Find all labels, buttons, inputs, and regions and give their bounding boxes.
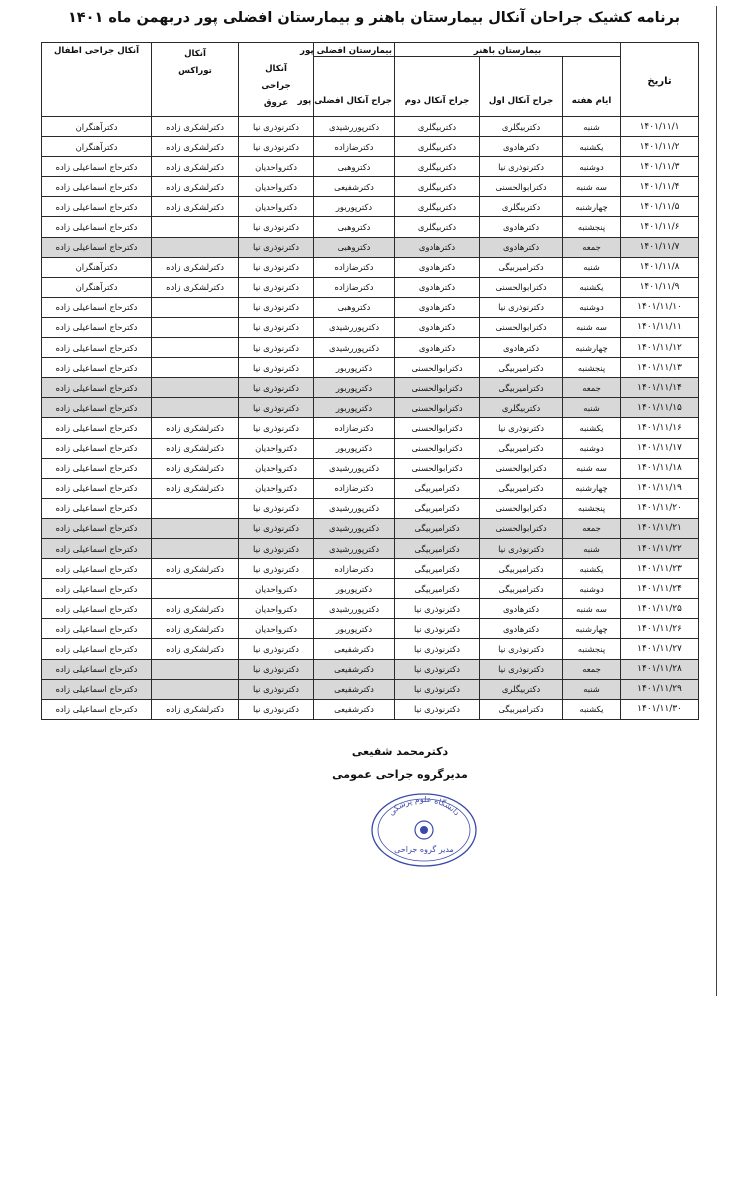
cell-vascular: دکترنوذری نیا [239,338,314,358]
cell-weekday: دوشنبه [563,157,621,177]
table-row [42,619,699,639]
table-row [42,398,699,418]
cell-date: ۱۴۰۱/۱۱/۵ [621,197,699,217]
cell-thorax [152,498,239,518]
cell-vascular: دکترنوذری نیا [239,257,314,277]
cell-vascular: دکترنوذری نیا [239,277,314,297]
cell-thorax: دکترلشکری زاده [152,639,239,659]
cell-bahonar-second: دکترامیربیگی [395,579,480,599]
cell-afzalipour: دکترضازاده [314,277,395,297]
table-row [42,117,699,137]
cell-bahonar-second: دکترامیربیگی [395,538,480,558]
cell-afzalipour: دکترضازاده [314,137,395,157]
table-row [42,237,699,257]
header-bahonar: بیمارستان باهنر [395,43,621,57]
cell-date: ۱۴۰۱/۱۱/۹ [621,277,699,297]
cell-vascular: دکترنوذری نیا [239,317,314,337]
cell-vascular: دکترنوذری نیا [239,217,314,237]
cell-pediatric: دکترحاج اسماعیلی زاده [42,538,152,558]
cell-date: ۱۴۰۱/۱۱/۱۰ [621,297,699,317]
cell-bahonar-first: دکترامیربیگی [480,699,563,719]
cell-date: ۱۴۰۱/۱۱/۲۴ [621,579,699,599]
cell-thorax: دکترلشکری زاده [152,177,239,197]
cell-bahonar-first: دکترامیربیگی [480,438,563,458]
cell-weekday: یکشنبه [563,559,621,579]
cell-thorax: دکترلشکری زاده [152,257,239,277]
header-bahonar-second: جراح آنکال دوم [395,57,480,117]
cell-pediatric: دکترحاج اسماعیلی زاده [42,237,152,257]
table-row [42,418,699,438]
cell-date: ۱۴۰۱/۱۱/۲۹ [621,679,699,699]
cell-weekday: جمعه [563,518,621,538]
table-row [42,538,699,558]
cell-weekday: سه شنبه [563,317,621,337]
cell-pediatric: دکترحاج اسماعیلی زاده [42,659,152,679]
table-row [42,478,699,498]
cell-thorax [152,317,239,337]
cell-weekday: پنجشنبه [563,498,621,518]
cell-bahonar-second: دکترابوالحسنی [395,418,480,438]
cell-bahonar-second: دکترهادوی [395,257,480,277]
cell-afzalipour: دکترپوررشیدی [314,498,395,518]
cell-pediatric: دکترحاج اسماعیلی زاده [42,418,152,438]
cell-pediatric: دکترحاج اسماعیلی زاده [42,478,152,498]
cell-bahonar-second: دکترابوالحسنی [395,358,480,378]
table-row [42,338,699,358]
cell-weekday: جمعه [563,378,621,398]
cell-vascular: دکترواحدیان [239,177,314,197]
cell-weekday: شنبه [563,538,621,558]
cell-vascular: دکترنوذری نیا [239,237,314,257]
cell-vascular: دکترنوذری نیا [239,538,314,558]
cell-vascular: دکترنوذری نیا [239,418,314,438]
cell-bahonar-second: دکترابوالحسنی [395,378,480,398]
cell-date: ۱۴۰۱/۱۱/۲۵ [621,599,699,619]
cell-afzalipour: دکترپوربور [314,398,395,418]
cell-date: ۱۴۰۱/۱۱/۳۰ [621,699,699,719]
table-row [42,518,699,538]
cell-weekday: یکشنبه [563,418,621,438]
cell-afzalipour: دکترپوربور [314,358,395,378]
table-row [42,498,699,518]
cell-pediatric: دکترحاج اسماعیلی زاده [42,217,152,237]
cell-bahonar-first: دکترنوذری نیا [480,538,563,558]
cell-bahonar-second: دکترابوالحسنی [395,398,480,418]
cell-date: ۱۴۰۱/۱۱/۲۱ [621,518,699,538]
table-row [42,358,699,378]
cell-bahonar-first: دکترهادوی [480,619,563,639]
cell-bahonar-second: دکترابوالحسنی [395,438,480,458]
signer-name: دکترمحمد شفیعی [351,745,449,758]
cell-vascular: دکترنوذری نیا [239,297,314,317]
table-row [42,378,699,398]
cell-afzalipour: دکتروهبی [314,157,395,177]
cell-pediatric: دکترحاج اسماعیلی زاده [42,338,152,358]
cell-weekday: شنبه [563,679,621,699]
cell-weekday: شنبه [563,117,621,137]
cell-pediatric: دکترحاج اسماعیلی زاده [42,398,152,418]
cell-thorax: دکترلشکری زاده [152,197,239,217]
cell-vascular: دکترواحدیان [239,579,314,599]
seal-bottom-text: مدیر گروه جراحی [394,845,454,854]
cell-thorax: دکترلشکری زاده [152,438,239,458]
cell-date: ۱۴۰۱/۱۱/۲ [621,137,699,157]
header-days: ایام هفته [563,57,621,117]
cell-pediatric: دکترحاج اسماعیلی زاده [42,358,152,378]
cell-vascular: دکترواحدیان [239,197,314,217]
cell-pediatric: دکترحاج اسماعیلی زاده [42,317,152,337]
cell-pediatric: دکترحاج اسماعیلی زاده [42,518,152,538]
cell-weekday: دوشنبه [563,579,621,599]
cell-afzalipour: دکترشفیعی [314,659,395,679]
header-row-main [42,43,699,57]
cell-bahonar-second: دکترهادوی [395,297,480,317]
cell-bahonar-first: دکترابوالحسنی [480,177,563,197]
table-row [42,297,699,317]
cell-bahonar-first: دکترابوالحسنی [480,458,563,478]
cell-weekday: چهارشنبه [563,197,621,217]
cell-afzalipour: دکترشفیعی [314,679,395,699]
cell-afzalipour: دکترپوربور [314,619,395,639]
cell-vascular: دکترنوذری نیا [239,137,314,157]
table-row [42,197,699,217]
table-row [42,217,699,237]
cell-bahonar-first: دکترابوالحسنی [480,498,563,518]
cell-vascular: دکترنوذری نیا [239,378,314,398]
cell-date: ۱۴۰۱/۱۱/۱۲ [621,338,699,358]
cell-afzalipour: دکترپوربور [314,378,395,398]
cell-bahonar-first: دکترامیربیگی [480,257,563,277]
roster-body [42,117,699,720]
cell-date: ۱۴۰۱/۱۱/۲۳ [621,559,699,579]
cell-bahonar-first: دکترهادوی [480,599,563,619]
cell-pediatric: دکترحاج اسماعیلی زاده [42,197,152,217]
cell-vascular: دکترنوذری نیا [239,358,314,378]
cell-thorax [152,659,239,679]
cell-pediatric: دکترحاج اسماعیلی زاده [42,639,152,659]
cell-weekday: دوشنبه [563,297,621,317]
cell-weekday: جمعه [563,659,621,679]
cell-afzalipour: دکترپوررشیدی [314,538,395,558]
cell-weekday: پنجشنبه [563,217,621,237]
table-row [42,579,699,599]
cell-bahonar-second: دکترهادوی [395,338,480,358]
cell-date: ۱۴۰۱/۱۱/۲۶ [621,619,699,639]
cell-pediatric: دکترآهنگران [42,277,152,297]
cell-weekday: یکشنبه [563,277,621,297]
cell-thorax: دکترلشکری زاده [152,117,239,137]
cell-vascular: دکترنوذری نیا [239,117,314,137]
cell-afzalipour: دکترضازاده [314,559,395,579]
cell-bahonar-second: دکترنوذری نیا [395,679,480,699]
cell-pediatric: دکترحاج اسماعیلی زاده [42,699,152,719]
cell-bahonar-first: دکترنوذری نیا [480,157,563,177]
cell-vascular: دکترنوذری نیا [239,699,314,719]
cell-bahonar-second: دکترنوذری نیا [395,699,480,719]
cell-bahonar-second: دکترابوالحسنی [395,458,480,478]
table-row [42,317,699,337]
cell-weekday: جمعه [563,237,621,257]
cell-thorax: دکترلشکری زاده [152,137,239,157]
signer-title: مدیرگروه جراحی عمومی [332,768,468,781]
cell-bahonar-first: دکترهادوی [480,137,563,157]
cell-thorax [152,398,239,418]
cell-date: ۱۴۰۱/۱۱/۱۹ [621,478,699,498]
cell-bahonar-first: دکترهادوی [480,217,563,237]
table-row [42,157,699,177]
header-bahonar-first: جراح آنکال اول [480,57,563,117]
table-row [42,277,699,297]
cell-pediatric: دکترحاج اسماعیلی زاده [42,378,152,398]
cell-weekday: چهارشنبه [563,619,621,639]
cell-date: ۱۴۰۱/۱۱/۱۴ [621,378,699,398]
cell-date: ۱۴۰۱/۱۱/۱۷ [621,438,699,458]
cell-bahonar-second: دکترامیربیگی [395,478,480,498]
cell-thorax [152,297,239,317]
cell-bahonar-first: دکترابوالحسنی [480,317,563,337]
cell-bahonar-second: دکتربیگلری [395,217,480,237]
cell-weekday: سه شنبه [563,177,621,197]
cell-date: ۱۴۰۱/۱۱/۲۰ [621,498,699,518]
cell-afzalipour: دکترشفیعی [314,699,395,719]
cell-date: ۱۴۰۱/۱۱/۲۸ [621,659,699,679]
cell-date: ۱۴۰۱/۱۱/۴ [621,177,699,197]
cell-bahonar-second: دکترامیربیگی [395,498,480,518]
table-row [42,559,699,579]
cell-afzalipour: دکترپوررشیدی [314,117,395,137]
cell-vascular: دکترنوذری نیا [239,498,314,518]
cell-thorax [152,237,239,257]
cell-bahonar-second: دکتربیگلری [395,157,480,177]
cell-thorax [152,358,239,378]
cell-vascular: دکترواحدیان [239,157,314,177]
cell-pediatric: دکترحاج اسماعیلی زاده [42,679,152,699]
cell-afzalipour: دکترپوربور [314,438,395,458]
cell-bahonar-second: دکترنوذری نیا [395,659,480,679]
cell-weekday: چهارشنبه [563,478,621,498]
cell-bahonar-second: دکترنوذری نیا [395,619,480,639]
cell-bahonar-second: دکترامیربیگی [395,518,480,538]
header-vascular: آنکال جراحی عروق [239,43,314,117]
cell-afzalipour: دکترضازاده [314,478,395,498]
cell-bahonar-second: دکتربیگلری [395,117,480,137]
seal-top-text: دانشگاه علوم پزشکی [386,794,462,818]
cell-date: ۱۴۰۱/۱۱/۱۶ [621,418,699,438]
cell-date: ۱۴۰۱/۱۱/۱۵ [621,398,699,418]
cell-bahonar-second: دکترهادوی [395,237,480,257]
cell-pediatric: دکترحاج اسماعیلی زاده [42,297,152,317]
cell-vascular: دکترنوذری نیا [239,559,314,579]
header-thorax: آنکال توراکس [152,43,239,117]
university-seal-stamp [368,790,480,870]
cell-afzalipour: دکترضازاده [314,418,395,438]
cell-vascular: دکترواحدیان [239,599,314,619]
cell-pediatric: دکترحاج اسماعیلی زاده [42,177,152,197]
cell-thorax: دکترلشکری زاده [152,699,239,719]
cell-bahonar-first: دکترهادوی [480,338,563,358]
cell-afzalipour: دکترضازاده [314,257,395,277]
cell-bahonar-first: دکتربیگلری [480,679,563,699]
cell-bahonar-second: دکترامیربیگی [395,559,480,579]
cell-bahonar-first: دکترنوذری نیا [480,297,563,317]
table-row [42,639,699,659]
cell-afzalipour: دکترپوررشیدی [314,317,395,337]
cell-vascular: دکترواحدیان [239,458,314,478]
table-row [42,599,699,619]
cell-afzalipour: دکترپوررشیدی [314,599,395,619]
cell-afzalipour: دکترپوررشیدی [314,518,395,538]
cell-pediatric: دکترحاج اسماعیلی زاده [42,498,152,518]
cell-pediatric: دکترحاج اسماعیلی زاده [42,438,152,458]
cell-date: ۱۴۰۱/۱۱/۲۲ [621,538,699,558]
cell-vascular: دکترنوذری نیا [239,518,314,538]
cell-pediatric: دکترحاج اسماعیلی زاده [42,619,152,639]
cell-date: ۱۴۰۱/۱۱/۶ [621,217,699,237]
cell-bahonar-first: دکترابوالحسنی [480,277,563,297]
header-afzalipour-surgeon: جراح آنکال افضلی پور [314,57,395,117]
table-row [42,699,699,719]
cell-vascular: دکترنوذری نیا [239,659,314,679]
cell-vascular: دکترواحدیان [239,619,314,639]
cell-thorax: دکترلشکری زاده [152,599,239,619]
cell-weekday: سه شنبه [563,599,621,619]
cell-pediatric: دکترحاج اسماعیلی زاده [42,599,152,619]
cell-bahonar-second: دکتربیگلری [395,137,480,157]
cell-bahonar-second: دکترنوذری نیا [395,639,480,659]
cell-date: ۱۴۰۱/۱۱/۱۸ [621,458,699,478]
cell-bahonar-first: دکترامیربیگی [480,378,563,398]
cell-vascular: دکترنوذری نیا [239,679,314,699]
cell-afzalipour: دکتروهبی [314,237,395,257]
cell-bahonar-first: دکتربیگلری [480,117,563,137]
cell-pediatric: دکترآهنگران [42,117,152,137]
table-row [42,659,699,679]
cell-thorax [152,518,239,538]
cell-date: ۱۴۰۱/۱۱/۲۷ [621,639,699,659]
cell-thorax: دکترلشکری زاده [152,157,239,177]
cell-thorax: دکترلشکری زاده [152,559,239,579]
cell-pediatric: دکترحاج اسماعیلی زاده [42,579,152,599]
cell-thorax: دکترلشکری زاده [152,478,239,498]
cell-bahonar-second: دکترنوذری نیا [395,599,480,619]
cell-thorax: دکترلشکری زاده [152,619,239,639]
cell-thorax [152,538,239,558]
header-pediatric: آنکال جراحی اطفال [42,43,152,117]
cell-afzalipour: دکتروهبی [314,297,395,317]
cell-afzalipour: دکترپوررشیدی [314,338,395,358]
cell-date: ۱۴۰۱/۱۱/۱۳ [621,358,699,378]
cell-bahonar-first: دکترنوذری نیا [480,418,563,438]
cell-thorax [152,378,239,398]
header-date: تاریخ [621,43,699,117]
cell-afzalipour: دکترپوربور [314,579,395,599]
cell-thorax: دکترلشکری زاده [152,277,239,297]
cell-pediatric: دکترآهنگران [42,257,152,277]
cell-vascular: دکترواحدیان [239,478,314,498]
cell-pediatric: دکترحاج اسماعیلی زاده [42,559,152,579]
cell-date: ۱۴۰۱/۱۱/۱ [621,117,699,137]
cell-bahonar-second: دکتربیگلری [395,177,480,197]
cell-thorax [152,217,239,237]
cell-weekday: چهارشنبه [563,338,621,358]
page-title: برنامه کشیک جراحان آنکال بیمارستان باهنر و بیمارستان افضلی پور دربهمن ماه ۱۴۰۱ [67,10,681,26]
cell-date: ۱۴۰۱/۱۱/۳ [621,157,699,177]
cell-afzalipour: دکترپوربور [314,197,395,217]
cell-weekday: دوشنبه [563,438,621,458]
cell-bahonar-second: دکترهادوی [395,317,480,337]
cell-thorax [152,679,239,699]
cell-bahonar-second: دکترهادوی [395,277,480,297]
cell-weekday: یکشنبه [563,699,621,719]
cell-weekday: شنبه [563,398,621,418]
table-row [42,438,699,458]
cell-thorax: دکترلشکری زاده [152,458,239,478]
cell-pediatric: دکترآهنگران [42,137,152,157]
cell-pediatric: دکترحاج اسماعیلی زاده [42,157,152,177]
cell-bahonar-first: دکتربیگلری [480,398,563,418]
cell-vascular: دکترنوذری نیا [239,398,314,418]
cell-thorax [152,579,239,599]
cell-bahonar-first: دکترابوالحسنی [480,518,563,538]
cell-bahonar-first: دکترهادوی [480,237,563,257]
cell-vascular: دکترواحدیان [239,438,314,458]
cell-weekday: پنجشنبه [563,358,621,378]
cell-afzalipour: دکترپوررشیدی [314,458,395,478]
cell-afzalipour: دکتروهبی [314,217,395,237]
cell-bahonar-first: دکترامیربیگی [480,358,563,378]
cell-thorax [152,338,239,358]
cell-thorax: دکترلشکری زاده [152,418,239,438]
page-edge-line [716,6,717,996]
cell-weekday: شنبه [563,257,621,277]
header-afzalipour: بیمارستان افضلی پور [314,43,395,57]
cell-bahonar-first: دکتربیگلری [480,197,563,217]
table-row [42,257,699,277]
cell-pediatric: دکترحاج اسماعیلی زاده [42,458,152,478]
on-call-roster-table [41,42,699,720]
cell-date: ۱۴۰۱/۱۱/۷ [621,237,699,257]
cell-bahonar-first: دکترنوذری نیا [480,659,563,679]
cell-bahonar-first: دکترامیربیگی [480,579,563,599]
cell-afzalipour: دکترشفیعی [314,639,395,659]
cell-date: ۱۴۰۱/۱۱/۸ [621,257,699,277]
cell-bahonar-first: دکترنوذری نیا [480,639,563,659]
cell-bahonar-first: دکترامیربیگی [480,478,563,498]
table-row [42,137,699,157]
cell-weekday: یکشنبه [563,137,621,157]
cell-afzalipour: دکترشفیعی [314,177,395,197]
cell-bahonar-second: دکتربیگلری [395,197,480,217]
table-row [42,458,699,478]
cell-bahonar-first: دکترامیربیگی [480,559,563,579]
table-row [42,177,699,197]
cell-weekday: سه شنبه [563,458,621,478]
cell-weekday: پنجشنبه [563,639,621,659]
cell-date: ۱۴۰۱/۱۱/۱۱ [621,317,699,337]
table-row [42,679,699,699]
cell-vascular: دکترنوذری نیا [239,639,314,659]
